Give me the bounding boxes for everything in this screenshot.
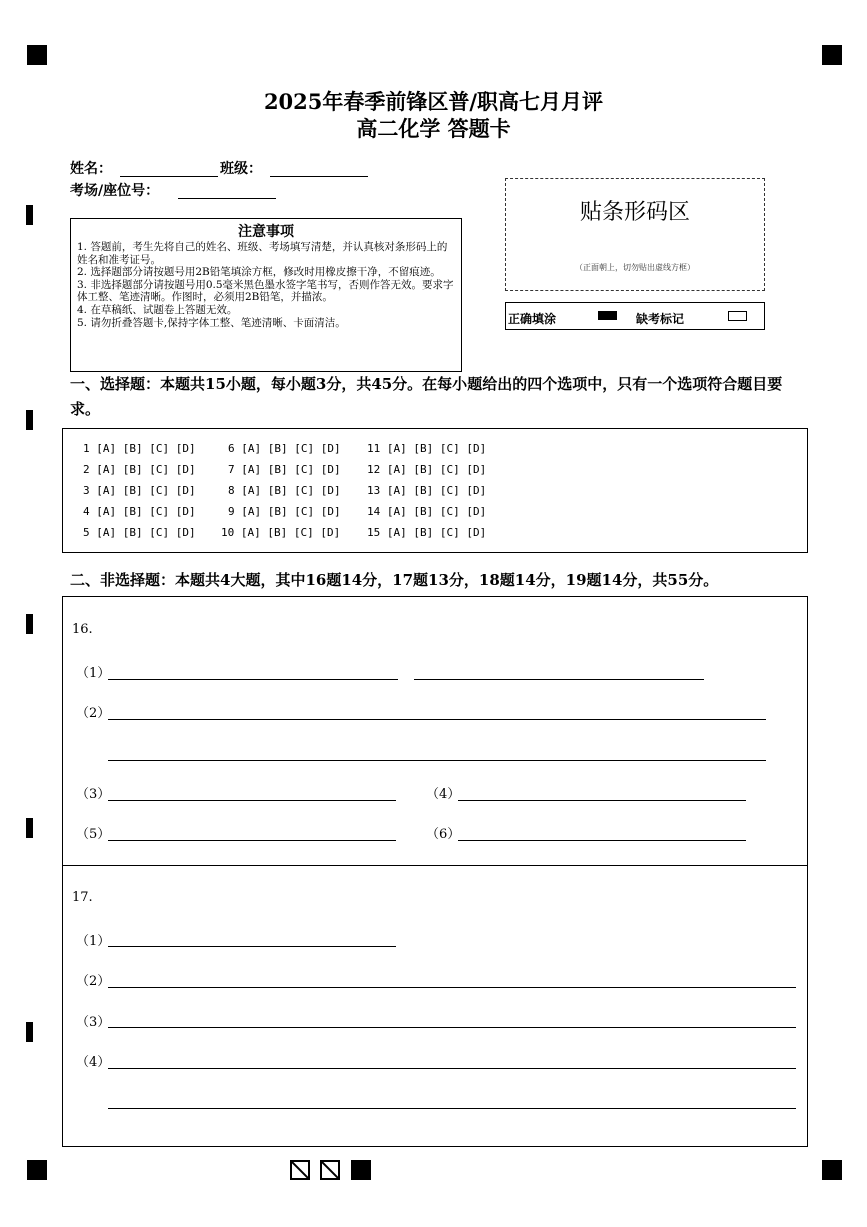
notice-item: 4. 在草稿纸、试题卷上答题无效。: [77, 303, 238, 316]
q16-sub4-answer-line[interactable]: [458, 800, 746, 801]
q16-sub3-label: （3）: [76, 787, 111, 802]
q16-sub2-label: （2）: [76, 706, 111, 721]
exam-seat-field[interactable]: [178, 198, 276, 199]
timing-mark: [26, 818, 33, 838]
mc-row-q2[interactable]: 2 [A] [B] [C] [D]: [83, 463, 196, 476]
barcode-area: [505, 178, 765, 291]
page-subtitle: 高二化学 答题卡: [356, 116, 511, 141]
q16-sub5-answer-line[interactable]: [108, 840, 396, 841]
q16-sub4-label: （4）: [426, 787, 461, 802]
notice-box: [70, 218, 462, 372]
mc-row-q13[interactable]: 13 [A] [B] [C] [D]: [367, 484, 487, 497]
cross-icon: [322, 1162, 338, 1178]
timing-mark: [26, 614, 33, 634]
page-mark-filled: [351, 1160, 371, 1180]
barcode-label: 贴条形码区: [579, 200, 690, 225]
corner-mark-bottom-left: [27, 1160, 47, 1180]
mc-row-q12[interactable]: 12 [A] [B] [C] [D]: [367, 463, 487, 476]
barcode-hint: （正面朝上，切勿贴出虚线方框）: [575, 263, 695, 272]
q17-sub1-answer-line[interactable]: [108, 946, 396, 947]
mc-row-q14[interactable]: 14 [A] [B] [C] [D]: [367, 505, 487, 518]
notice-item: 2. 选择题部分请按题号用2B铅笔填涂方框，修改时用橡皮擦干净，不留痕迹。: [77, 266, 441, 279]
notice-title: 注意事项: [238, 224, 294, 240]
mc-row-q6[interactable]: 6 [A] [B] [C] [D]: [228, 442, 341, 455]
q17-sub4-label: （4）: [76, 1055, 111, 1070]
notice-item: 3. 非选择题部分请按题号用0.5毫米黑色墨水签字笔书写，否则作答无效。要求字体工整、笔迹清晰。作图时，必须用2B铅笔，并描浓。: [77, 278, 454, 304]
corner-mark-top-left: [27, 45, 47, 65]
q16-sub6-label: （6）: [426, 827, 461, 842]
q17-sub4-answer-line[interactable]: [108, 1068, 796, 1069]
q16-sub5-label: （5）: [76, 827, 111, 842]
mc-row-q11[interactable]: 11 [A] [B] [C] [D]: [367, 442, 487, 455]
q16-number: 16.: [72, 622, 93, 637]
timing-mark: [26, 1022, 33, 1042]
mc-row-q7[interactable]: 7 [A] [B] [C] [D]: [228, 463, 341, 476]
mc-row-q9[interactable]: 9 [A] [B] [C] [D]: [228, 505, 341, 518]
correct-fill-sample: [598, 311, 617, 320]
name-field[interactable]: [120, 176, 218, 177]
section2-heading: 二、非选择题：本题共4大题，其中16题14分，17题13分，18题14分，19题14分，共55分。: [70, 571, 719, 589]
q16-sub2-answer-line[interactable]: [108, 760, 766, 761]
q16-sub1-label: （1）: [76, 666, 111, 681]
mc-row-q4[interactable]: 4 [A] [B] [C] [D]: [83, 505, 196, 518]
corner-mark-top-right: [822, 45, 842, 65]
q17-sub4-answer-line[interactable]: [108, 1108, 796, 1109]
mc-row-q15[interactable]: 15 [A] [B] [C] [D]: [367, 526, 487, 539]
page-mark-crossed: [320, 1160, 340, 1180]
q17-number: 17.: [72, 890, 93, 905]
q17-sub1-label: （1）: [76, 934, 111, 949]
class-field[interactable]: [270, 176, 368, 177]
q17-answer-box: [62, 865, 808, 1147]
name-label: 姓名：: [70, 161, 112, 177]
page-title: 2025年春季前锋区普/职高七月月评: [263, 89, 604, 114]
notice-item: 1. 答题前，考生先将自己的姓名、班级、考场填写清楚，并认真核对条形码上的姓名和准考证号。: [77, 241, 448, 266]
mc-row-q10[interactable]: 10 [A] [B] [C] [D]: [221, 526, 341, 539]
mc-row-q3[interactable]: 3 [A] [B] [C] [D]: [83, 484, 196, 497]
q16-sub1-answer-line-b[interactable]: [414, 679, 704, 680]
timing-mark: [26, 205, 33, 225]
mc-row-q1[interactable]: 1 [A] [B] [C] [D]: [83, 442, 196, 455]
absent-mark-label: 缺考标记: [636, 312, 685, 326]
q16-sub3-answer-line[interactable]: [108, 800, 396, 801]
q17-sub3-label: （3）: [76, 1015, 111, 1030]
mc-row-q5[interactable]: 5 [A] [B] [C] [D]: [83, 526, 196, 539]
corner-mark-bottom-right: [822, 1160, 842, 1180]
correct-fill-label: 正确填涂: [508, 312, 557, 326]
q17-sub2-label: （2）: [76, 974, 111, 989]
q16-sub6-answer-line[interactable]: [458, 840, 746, 841]
q16-sub1-answer-line-a[interactable]: [108, 679, 398, 680]
notice-item: 5. 请勿折叠答题卡,保持字体工整、笔迹清晰、卡面清洁。: [77, 316, 346, 329]
timing-mark: [26, 410, 33, 430]
absent-mark-box[interactable]: [728, 311, 747, 321]
page-mark-crossed: [290, 1160, 310, 1180]
q17-sub2-answer-line[interactable]: [108, 987, 796, 988]
q16-sub2-answer-line[interactable]: [108, 719, 766, 720]
exam-seat-label: 考场/座位号：: [70, 183, 160, 199]
fill-legend: [505, 302, 765, 330]
mc-row-q8[interactable]: 8 [A] [B] [C] [D]: [228, 484, 341, 497]
q17-sub3-answer-line[interactable]: [108, 1027, 796, 1028]
section1-heading: 一、选择题：本题共15小题，每小题3分，共45分。在每小题给出的四个选项中，只有一个选项符合题目要求。: [70, 375, 783, 418]
cross-icon: [292, 1162, 308, 1178]
class-label: 班级：: [220, 161, 262, 177]
